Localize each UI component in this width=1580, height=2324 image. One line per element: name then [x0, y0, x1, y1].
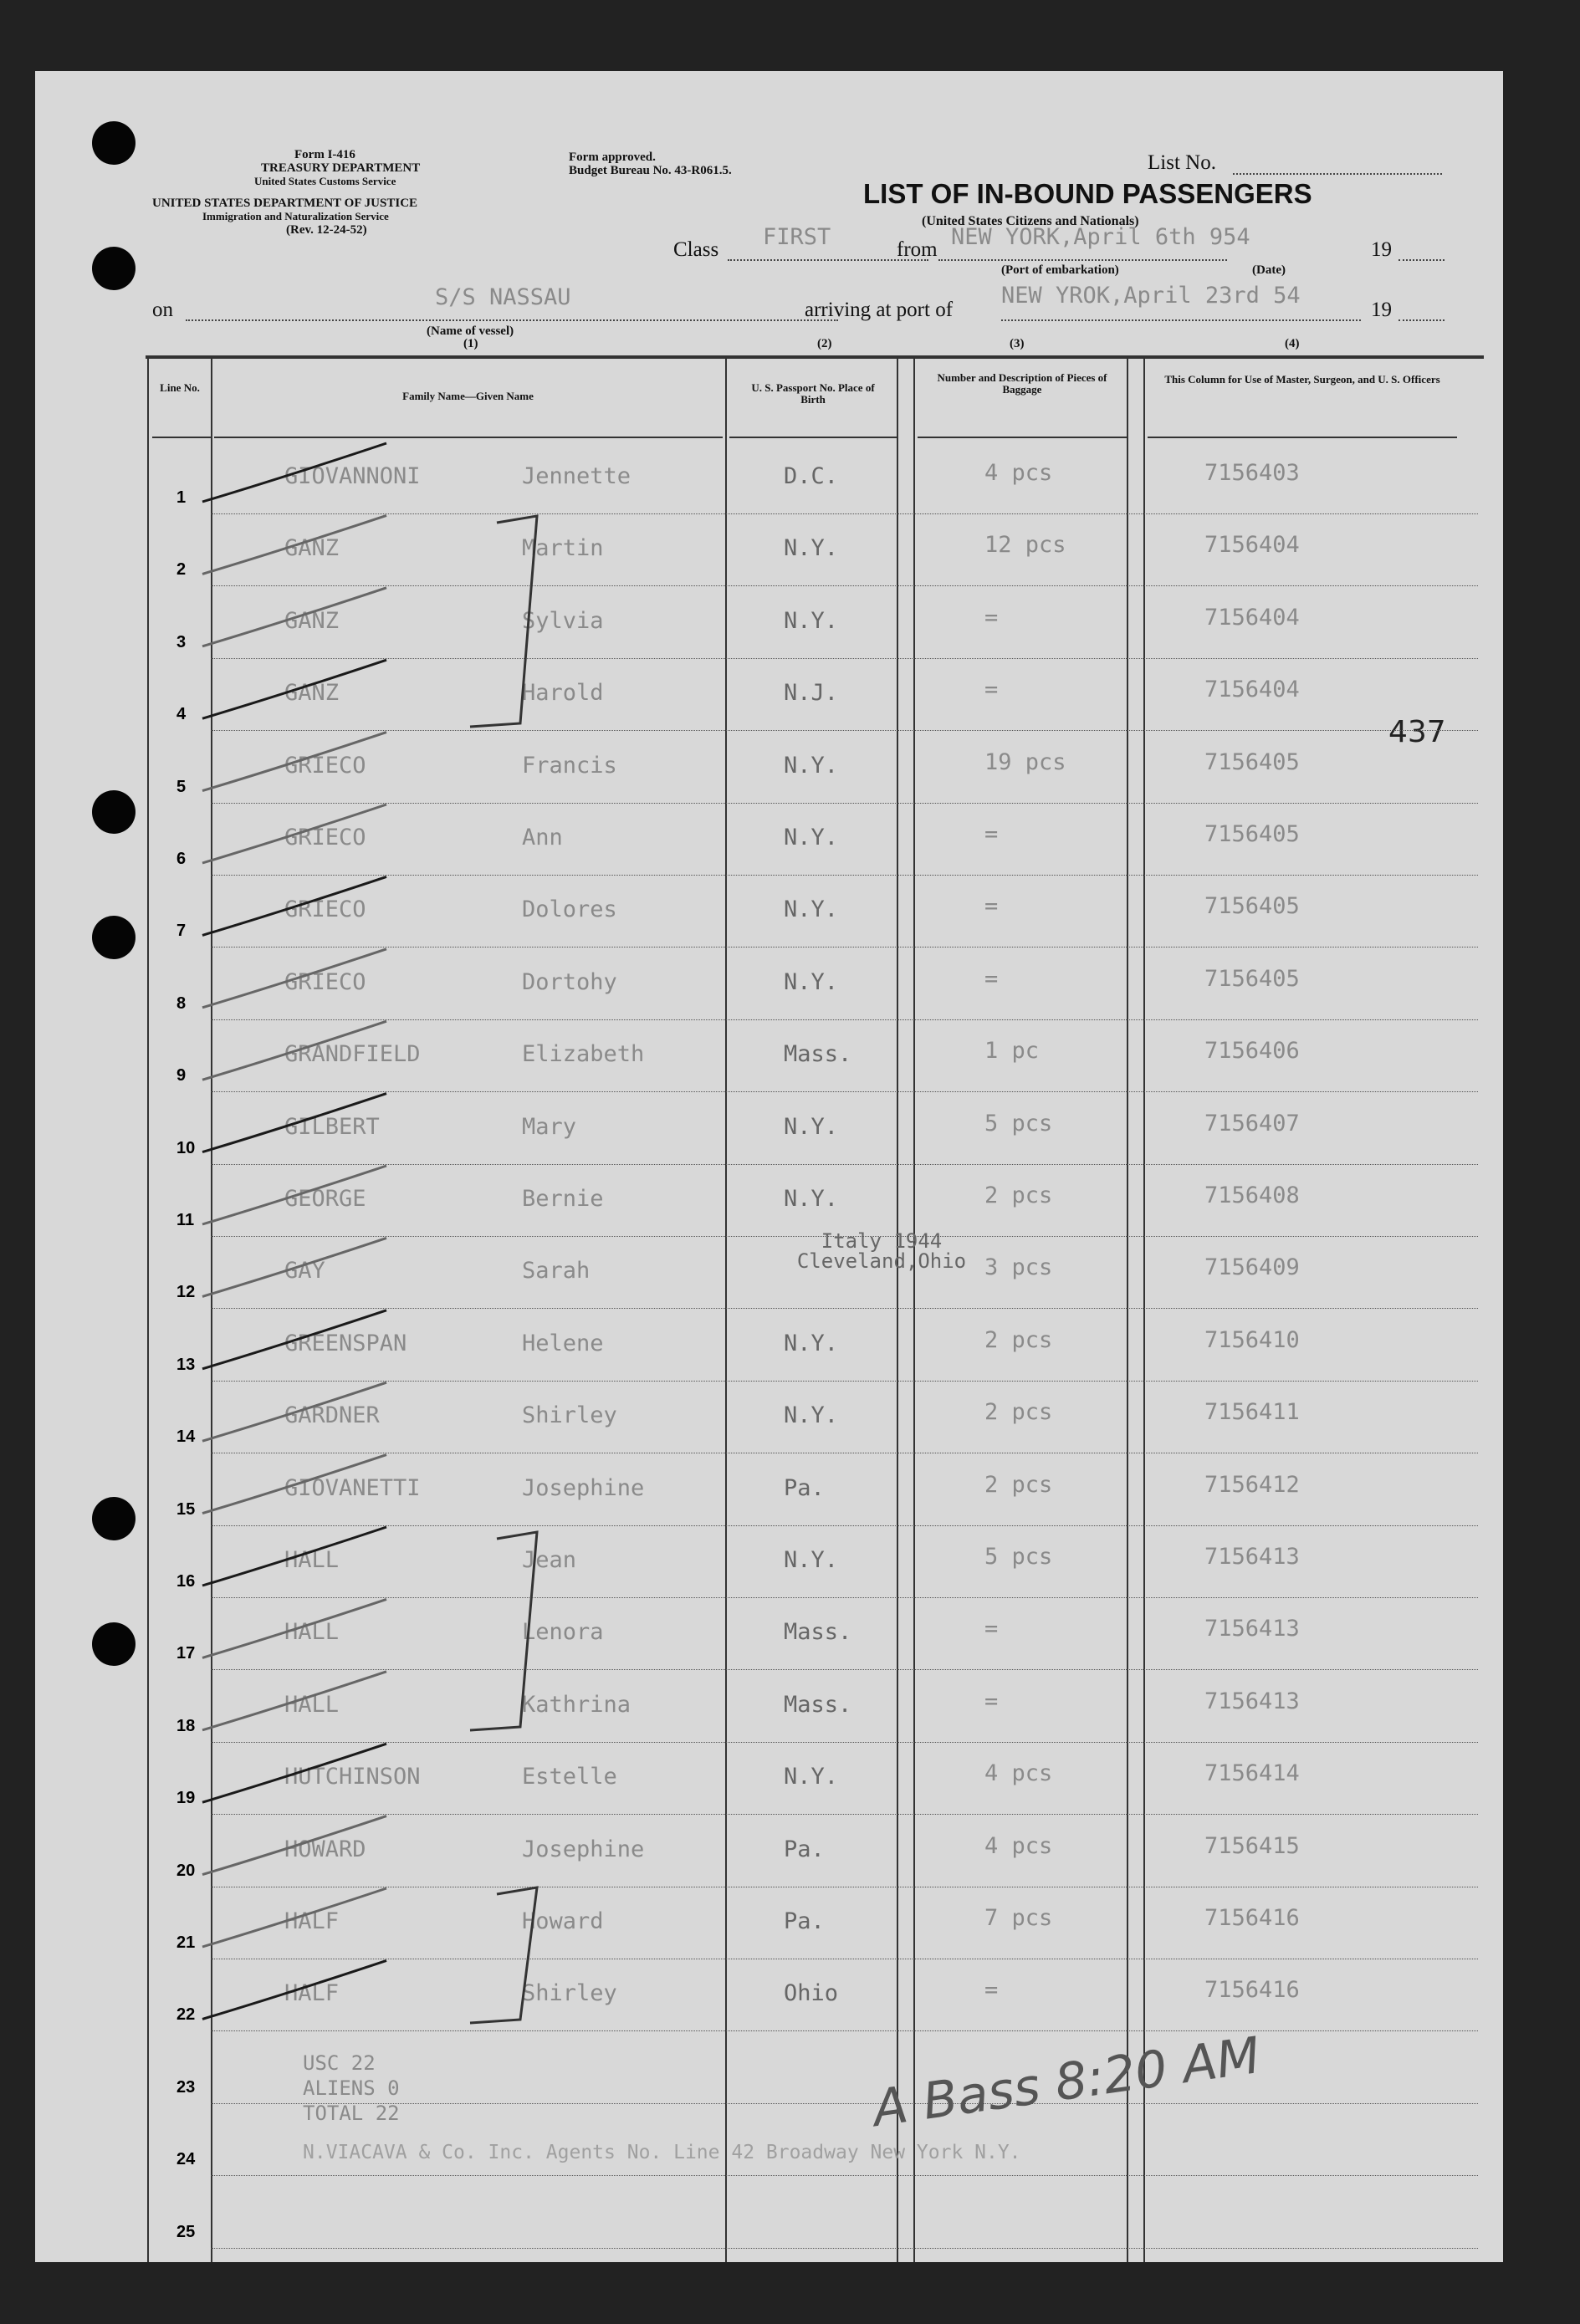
- family-name: GANZ: [284, 535, 340, 562]
- passenger-rows: [35, 443, 1503, 2258]
- table-row: [35, 1094, 1503, 1166]
- officer-code: 7156415: [1204, 1832, 1300, 1859]
- line-number: 4: [176, 705, 187, 724]
- given-name: Bernie: [522, 1186, 604, 1212]
- row-rule: [211, 803, 1478, 804]
- table-row: [35, 1021, 1503, 1093]
- officer-code: 7156405: [1204, 821, 1300, 847]
- place-of-birth: N.Y.: [784, 607, 839, 634]
- place-of-birth: Pa.: [784, 1474, 825, 1501]
- family-name: HALL: [284, 1547, 340, 1573]
- family-name: GILBERT: [284, 1113, 380, 1140]
- given-name: Dortohy: [522, 968, 617, 995]
- baggage: =: [984, 965, 999, 992]
- table-row: [35, 1599, 1503, 1671]
- family-name: HUTCHINSON: [284, 1764, 421, 1790]
- total-aliens: ALIENS 0: [303, 2076, 400, 2100]
- officer-code: 7156403: [1204, 460, 1300, 486]
- row-rule: [211, 1164, 1478, 1165]
- officer-code: 7156413: [1204, 1616, 1300, 1642]
- table-row: [35, 1166, 1503, 1238]
- given-name: Elizabeth: [522, 1041, 645, 1068]
- table-row: [35, 1455, 1503, 1527]
- family-name: GRIECO: [284, 968, 366, 995]
- row-rule: [211, 875, 1478, 876]
- row-rule: [211, 730, 1478, 731]
- place-of-birth: N.Y.: [784, 1547, 839, 1573]
- class-value: FIRST: [763, 224, 831, 250]
- family-name: HALF: [284, 1908, 340, 1934]
- list-no-label: List No.: [1148, 151, 1216, 174]
- family-name: GRIECO: [284, 825, 366, 850]
- line-number: 21: [176, 1933, 196, 1952]
- given-name: Ann: [522, 825, 563, 850]
- ins-service: Immigration and Naturalization Service: [202, 210, 389, 222]
- handwritten-signature: A Bass 8:20 AM: [869, 2025, 1264, 2139]
- officer-code: 7156404: [1204, 532, 1300, 559]
- revision-date: (Rev. 12-24-52): [286, 223, 367, 237]
- given-name: Francis: [522, 752, 617, 779]
- family-name: HOWARD: [284, 1836, 366, 1862]
- officer-code: 7156416: [1204, 1977, 1300, 2004]
- col-baggage: Number and Description of Pieces of Baggage: [937, 371, 1107, 396]
- table-row: [35, 2178, 1503, 2250]
- page-subtitle: (United States Citizens and Nationals): [922, 214, 1139, 228]
- row-rule: [211, 1381, 1478, 1382]
- table-row: [35, 1888, 1503, 1960]
- family-name: HALF: [284, 1980, 340, 2007]
- binder-hole: [92, 247, 136, 290]
- table-row: [35, 2033, 1503, 2105]
- vessel-caption: (Name of vessel): [427, 324, 514, 338]
- baggage: 12 pcs: [984, 532, 1066, 559]
- baggage: =: [984, 1688, 999, 1714]
- table-row: [35, 588, 1503, 660]
- row-rule: [211, 2175, 1478, 2176]
- row-rule: [211, 513, 1478, 514]
- given-name: Josephine: [522, 1836, 645, 1862]
- given-name: Helene: [522, 1330, 604, 1356]
- arriving-label: arriving at port of: [805, 299, 954, 321]
- family-name: GRIECO: [284, 752, 366, 779]
- on-label: on: [152, 299, 173, 321]
- baggage: 2 pcs: [984, 1399, 1053, 1426]
- place-of-birth: N.Y.: [784, 825, 839, 850]
- given-name: Jennette: [522, 463, 631, 489]
- family-name: GARDNER: [284, 1402, 380, 1429]
- table-row: [35, 1229, 1503, 1310]
- row-rule: [211, 585, 1478, 586]
- row-rule: [211, 1091, 1478, 1092]
- baggage: =: [984, 604, 999, 631]
- table-row: [35, 443, 1503, 515]
- officer-code: 7156404: [1204, 604, 1300, 631]
- baggage: =: [984, 1977, 999, 2004]
- given-name: Dolores: [522, 896, 617, 923]
- officer-code: 7156405: [1204, 893, 1300, 920]
- arriving-value: NEW YROK,April 23rd 54: [1001, 283, 1301, 309]
- line-number: 24: [176, 2150, 196, 2169]
- budget-bureau: Budget Bureau No. 43-R061.5.: [569, 164, 732, 177]
- total-usc: USC 22: [303, 2051, 376, 2075]
- table-row: [35, 949, 1503, 1021]
- place-of-birth: Mass.: [784, 1041, 852, 1068]
- table-row: [35, 1960, 1503, 2032]
- line-number: 12: [176, 1283, 196, 1302]
- family-name: GIOVANETTI: [284, 1474, 421, 1501]
- table-row: [35, 804, 1503, 876]
- given-name: Josephine: [522, 1474, 645, 1501]
- table-row: [35, 1527, 1503, 1599]
- family-name: GAY: [284, 1258, 325, 1285]
- family-name: HALL: [284, 1691, 340, 1718]
- place-of-birth: D.C.: [784, 463, 839, 489]
- place-of-birth: N.Y.: [784, 896, 839, 923]
- officer-code: 7156416: [1204, 1905, 1300, 1931]
- year-label: 19: [1371, 238, 1392, 261]
- line-number: 1: [176, 488, 187, 507]
- baggage: 5 pcs: [984, 1110, 1053, 1136]
- officer-code: 7156414: [1204, 1760, 1300, 1787]
- table-row: [35, 660, 1503, 732]
- baggage: =: [984, 677, 999, 703]
- form-approved: Form approved.: [569, 151, 656, 164]
- row-rule: [211, 1308, 1478, 1309]
- line-number: 5: [176, 777, 187, 796]
- family-name: GANZ: [284, 680, 340, 707]
- place-of-birth: N.Y.: [784, 968, 839, 995]
- port-embarkation-caption: (Port of embarkation): [1001, 263, 1119, 277]
- officer-code: 7156413: [1204, 1688, 1300, 1714]
- given-name: Estelle: [522, 1764, 617, 1790]
- given-name: Jean: [522, 1547, 577, 1573]
- officer-code: 7156412: [1204, 1471, 1300, 1498]
- row-rule: [211, 658, 1478, 659]
- place-of-birth: Pa.: [784, 1908, 825, 1934]
- row-rule: [211, 2103, 1478, 2104]
- line-number: 7: [176, 922, 187, 941]
- table-row: [35, 1310, 1503, 1382]
- baggage: =: [984, 821, 999, 847]
- place-of-birth: N.Y.: [784, 1186, 839, 1212]
- given-name: Kathrina: [522, 1691, 631, 1718]
- year-label-2: 19: [1371, 299, 1392, 321]
- line-number: 20: [176, 1861, 196, 1880]
- place-of-birth: N.Y.: [784, 752, 839, 779]
- place-of-birth: N.Y.: [784, 1330, 839, 1356]
- given-name: Lenora: [522, 1619, 604, 1646]
- caption-3: (3): [1010, 337, 1025, 350]
- given-name: Shirley: [522, 1980, 617, 2007]
- line-number: 3: [176, 632, 187, 651]
- department-of-justice: UNITED STATES DEPARTMENT OF JUSTICE: [152, 197, 418, 210]
- family-name: GRANDFIELD: [284, 1041, 421, 1068]
- place-of-birth: Mass.: [784, 1691, 852, 1718]
- officer-code: 7156404: [1204, 677, 1300, 703]
- family-name: GREENSPAN: [284, 1330, 407, 1356]
- line-number: 11: [176, 1211, 195, 1229]
- table-row: [35, 876, 1503, 948]
- line-number: 9: [176, 1066, 187, 1085]
- officer-code: 7156413: [1204, 1544, 1300, 1570]
- table-row: [35, 1382, 1503, 1454]
- given-name: Mary: [522, 1113, 577, 1140]
- class-label: Class: [673, 238, 719, 261]
- row-rule: [211, 1019, 1478, 1020]
- row-rule: [211, 1669, 1478, 1670]
- line-number: 18: [176, 1716, 196, 1735]
- treasury-department: TREASURY DEPARTMENT: [261, 161, 421, 175]
- given-name: Harold: [522, 680, 604, 707]
- given-name: Shirley: [522, 1402, 617, 1429]
- line-number: 14: [176, 1428, 196, 1447]
- place-of-birth: N.Y.: [784, 1764, 839, 1790]
- manifest-page: [35, 71, 1503, 2262]
- place-of-birth: N.J.: [784, 680, 839, 707]
- given-name: Howard: [522, 1908, 604, 1934]
- line-number: 17: [176, 1644, 196, 1663]
- table-row: [35, 1672, 1503, 1744]
- officer-code: 7156407: [1204, 1110, 1300, 1136]
- place-of-birth: N.Y.: [784, 1402, 839, 1429]
- row-rule: [211, 1597, 1478, 1598]
- line-number: 15: [176, 1499, 196, 1519]
- row-rule: [211, 1525, 1478, 1526]
- line-number: 2: [176, 560, 187, 580]
- given-name: Sarah: [522, 1258, 591, 1285]
- family-name: GEORGE: [284, 1186, 366, 1212]
- officer-code: 7156405: [1204, 965, 1300, 992]
- officer-code: 7156405: [1204, 748, 1300, 775]
- baggage: 2 pcs: [984, 1326, 1053, 1353]
- place-of-birth: N.Y.: [784, 535, 839, 562]
- place-of-birth: Pa.: [784, 1836, 825, 1862]
- baggage: =: [984, 1616, 999, 1642]
- customs-service: United States Customs Service: [254, 175, 396, 187]
- caption-4: (4): [1285, 337, 1300, 350]
- family-name: GIOVANNONI: [284, 463, 421, 489]
- total-total: TOTAL 22: [303, 2102, 400, 2125]
- table-row: [35, 1744, 1503, 1816]
- line-number: 22: [176, 2005, 196, 2025]
- officer-code: 7156408: [1204, 1182, 1300, 1208]
- place-of-birth: Mass.: [784, 1619, 852, 1646]
- baggage: 2 pcs: [984, 1182, 1053, 1208]
- caption-2: (2): [817, 337, 832, 350]
- line-number: 23: [176, 2077, 196, 2097]
- baggage: 7 pcs: [984, 1905, 1053, 1931]
- given-name: Martin: [522, 535, 604, 562]
- row-rule: [211, 2030, 1478, 2031]
- line-number: 25: [176, 2222, 196, 2241]
- agent-line: N.VIACAVA & Co. Inc. Agents No. Line 42 Broadway New York N.Y.: [303, 2142, 1021, 2163]
- binder-hole: [92, 121, 136, 165]
- page-title: LIST OF IN-BOUND PASSENGERS: [863, 178, 1312, 209]
- col-name: Family Name—Given Name: [402, 390, 534, 402]
- line-number: 16: [176, 1572, 196, 1591]
- line-number: 8: [176, 993, 187, 1013]
- form-number: Form I-416: [294, 148, 355, 161]
- baggage: 4 pcs: [984, 1760, 1053, 1787]
- table-row: [35, 733, 1503, 804]
- row-rule: [211, 1814, 1478, 1815]
- baggage: 2 pcs: [984, 1471, 1053, 1498]
- vessel-value: S/S NASSAU: [435, 284, 571, 310]
- family-name: HALL: [284, 1619, 340, 1646]
- baggage: 4 pcs: [984, 1832, 1053, 1859]
- line-number: 10: [176, 1138, 196, 1157]
- table-row: [35, 1816, 1503, 1888]
- page-number: 437: [1388, 715, 1446, 749]
- family-name: GANZ: [284, 607, 340, 634]
- col-line-no: Line No.: [160, 381, 200, 394]
- row-rule: [211, 2248, 1478, 2249]
- officer-code: 7156410: [1204, 1326, 1300, 1353]
- from-label: from: [897, 238, 938, 261]
- officer-code: 7156406: [1204, 1038, 1300, 1065]
- row-rule: [211, 1742, 1478, 1743]
- baggage: 4 pcs: [984, 460, 1053, 486]
- officer-code: 7156409: [1204, 1254, 1300, 1281]
- line-number: 19: [176, 1789, 196, 1808]
- col-officers: This Column for Use of Master, Surgeon, and U. S. Officers: [1164, 373, 1440, 386]
- baggage: =: [984, 893, 999, 920]
- line-number: 13: [176, 1355, 196, 1374]
- given-name: Sylvia: [522, 607, 604, 634]
- from-value: NEW YORK,April 6th 954: [951, 224, 1250, 250]
- table-row: [35, 515, 1503, 587]
- baggage: 3 pcs: [984, 1254, 1053, 1281]
- family-name: GRIECO: [284, 896, 366, 923]
- officer-code: 7156411: [1204, 1399, 1300, 1426]
- baggage: 5 pcs: [984, 1544, 1053, 1570]
- place-of-birth: N.Y.: [784, 1113, 839, 1140]
- baggage: 19 pcs: [984, 748, 1066, 775]
- baggage: 1 pc: [984, 1038, 1040, 1065]
- place-of-birth: Ohio: [784, 1980, 839, 2007]
- line-number: 6: [176, 850, 187, 868]
- date-caption: (Date): [1252, 263, 1286, 277]
- col-passport: U. S. Passport No. Place of Birth: [751, 381, 875, 406]
- vessel-caption-num: (1): [463, 337, 478, 350]
- place-of-birth: Italy 1944 Cleveland,Ohio: [796, 1229, 967, 1274]
